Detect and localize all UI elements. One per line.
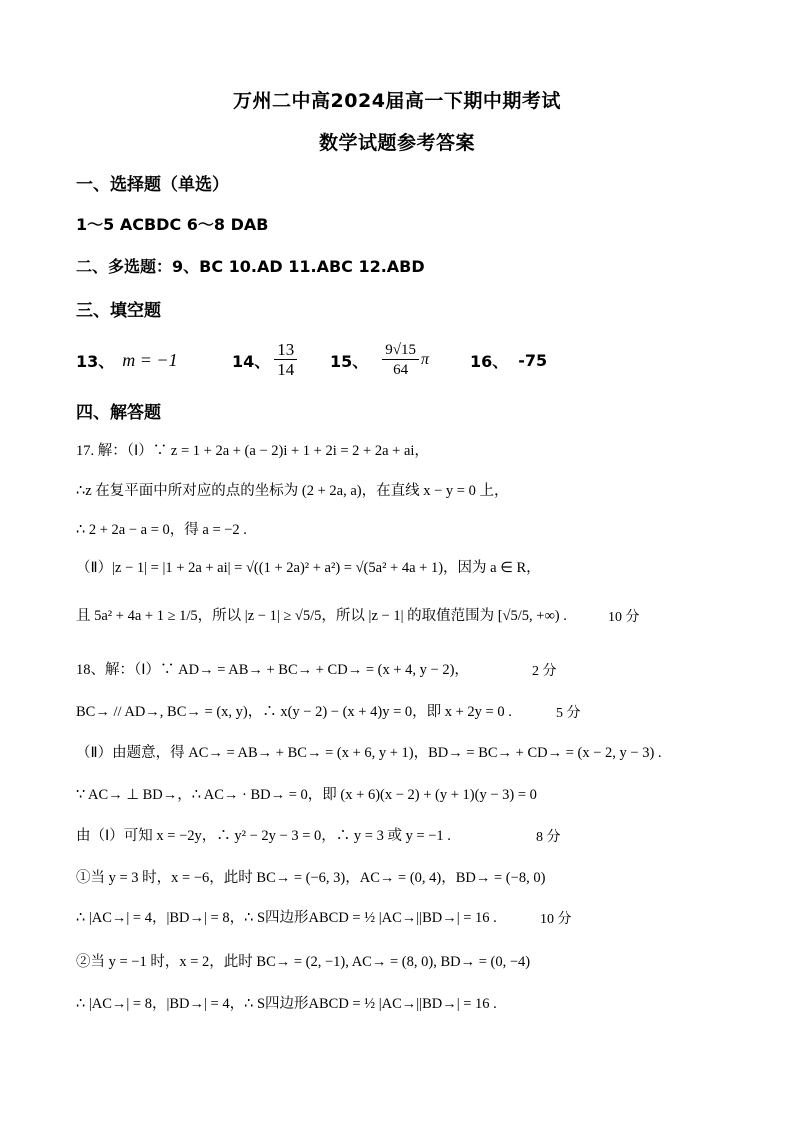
- page-subtitle: 数学试题参考答案: [318, 132, 475, 154]
- q15-label: 15、: [330, 351, 369, 371]
- page-title: 万州二中高2024届高一下期中期考试: [233, 90, 561, 112]
- fill-in-q14: [232, 340, 297, 380]
- score-mark: 5 分: [556, 706, 581, 721]
- q14-fraction: [274, 341, 297, 380]
- score-mark: 10 分: [540, 912, 572, 927]
- single-choice-answers: 1～5 ACBDC 6～8 DAB: [76, 215, 269, 234]
- solution-line: ∴ |AC→| = 8，|BD→| = 4，∴ S四边形ABCD = ½ |AC→||BD→| = 16 .: [76, 996, 497, 1012]
- fill-in-q16: [470, 340, 547, 380]
- solution-line: ∴ 2 + 2a − a = 0，得 a = −2 .: [76, 522, 247, 538]
- q15-denominator: 64: [393, 361, 409, 378]
- solution-line: ∵ AC→ ⊥ BD→，∴ AC→ · BD→ = 0，即 (x + 6)(x − 2) + (y + 1)(y − 3) = 0: [76, 787, 537, 803]
- solution-line: （Ⅱ）由题意，得 AC→ = AB→ + BC→ = (x + 6, y + 1)，BD→ = BC→ + CD→ = (x − 2, y − 3) .: [76, 745, 662, 761]
- score-mark: 8 分: [536, 830, 561, 845]
- solution-line: ∴ |AC→| = 4，|BD→| = 8，∴ S四边形ABCD = ½ |AC→||BD→| = 16 .: [76, 910, 497, 926]
- score-mark: 10 分: [608, 610, 640, 625]
- section-heading-solutions: 四、解答题: [76, 403, 161, 423]
- solution-line: （Ⅱ）|z − 1| = |1 + 2a + ai| = √((1 + 2a)² + a²) = √(5a² + 4a + 1)，因为 a ∈ R，: [76, 560, 541, 576]
- score-mark: 2 分: [532, 664, 557, 679]
- solution-line: ∴z 在复平面中所对应的点的坐标为 (2 + 2a, a)，在直线 x − y = 0 上，: [76, 483, 509, 499]
- q15-fraction: [382, 341, 419, 380]
- q14-denominator: 14: [277, 359, 295, 379]
- fill-in-q13: [76, 340, 178, 380]
- q15-numerator: 9√15: [385, 341, 417, 358]
- section-heading-fill-in: 三、填空题: [76, 301, 161, 321]
- solution-line: 且 5a² + 4a + 1 ≥ 1/5，所以 |z − 1| ≥ √5/5，所以 |z − 1| 的取值范围为 [√5/5, +∞) .: [76, 608, 567, 624]
- q14-label: 14、: [232, 351, 271, 371]
- section-heading-single-choice: 一、选择题（单选）: [76, 175, 229, 195]
- solution-line: 18、解：（Ⅰ）∵ AD→ = AB→ + BC→ + CD→ = (x + 4, y − 2)，: [76, 662, 469, 678]
- solution-line: BC→ // AD→, BC→ = (x, y)，∴ x(y − 2) − (x + 4)y = 0，即 x + 2y = 0 .: [76, 704, 512, 720]
- q13-label: 13、: [76, 351, 115, 371]
- q14-numerator: 13: [277, 339, 295, 359]
- q16-answer: -75: [518, 350, 548, 370]
- solution-line: ①当 y = 3 时，x = −6，此时 BC→ = (−6, 3)，AC→ = (0, 4)，BD→ = (−8, 0): [76, 870, 546, 886]
- q16-label: 16、: [470, 351, 509, 371]
- multiple-choice-answers: 二、多选题：9、BC 10.AD 11.ABC 12.ABD: [76, 257, 425, 276]
- solution-line: 由（Ⅰ）可知 x = −2y，∴ y² − 2y − 3 = 0，∴ y = 3 或 y = −1 .: [76, 828, 451, 844]
- fill-in-q15: [330, 340, 429, 380]
- q13-answer: m = −1: [122, 349, 178, 370]
- solution-line: 17. 解：（Ⅰ）∵ z = 1 + 2a + (a − 2)i + 1 + 2i = 2 + 2a + ai，: [76, 443, 429, 459]
- q15-pi: π: [421, 351, 430, 368]
- solution-line: ②当 y = −1 时，x = 2，此时 BC→ = (2, −1), AC→ = (8, 0), BD→ = (0, −4): [76, 954, 531, 970]
